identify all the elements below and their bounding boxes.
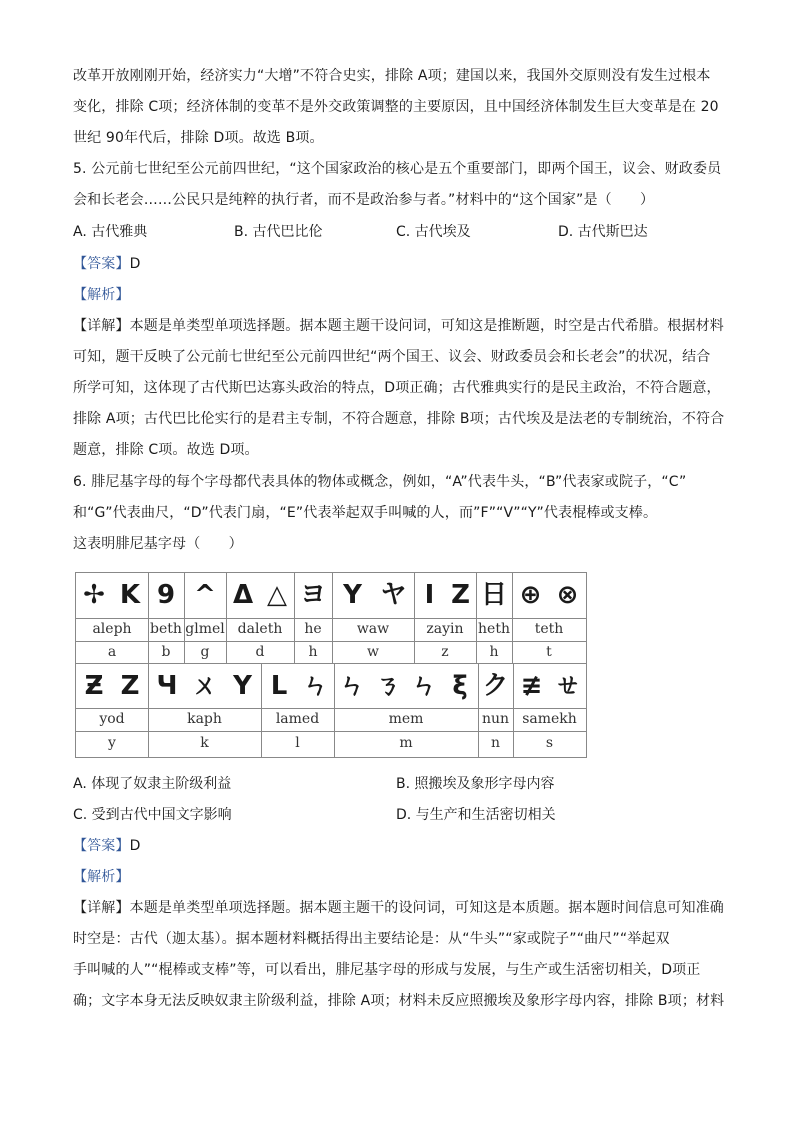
q6-detail-line xyxy=(73,898,724,920)
text-line: 改革开放刚刚开始，经济实力“大增”不符合史实，排除 A项；建国以来，我国外交原则没有发生过根本 xyxy=(73,68,711,84)
glyph: I xyxy=(424,580,435,610)
q5-detail-line: 题意，排除 C项。故选 D项。 xyxy=(73,442,259,458)
glyph: Y xyxy=(233,671,252,701)
glyph: ㄨ xyxy=(191,671,218,701)
question-6-stem: 6. 腓尼基字母的每个字母都代表具体的物体或概念，例如，“A”代表牛头，“B”代表家或院子，“C” xyxy=(73,474,687,490)
latin-letter: s xyxy=(545,735,554,751)
latin-letter: a xyxy=(107,644,117,660)
glyph: ⊗ xyxy=(556,580,579,610)
q5-analysis-label xyxy=(73,285,130,307)
glyph: ㄣ xyxy=(302,671,329,701)
question-6-stem: 这表明腓尼基字母（ ） xyxy=(73,536,243,552)
glyph: ✢ xyxy=(83,580,105,610)
glyph: ヤ xyxy=(380,580,407,610)
glyph: ヨ xyxy=(299,580,326,610)
glyph: Z xyxy=(120,671,140,701)
latin-letter: l xyxy=(295,735,300,751)
glyph: ⊕ xyxy=(519,580,542,610)
letter-name: teth xyxy=(534,621,564,637)
glyph: △ xyxy=(267,580,287,610)
phoenician-alphabet-table xyxy=(75,572,587,758)
glyph: Y xyxy=(343,580,362,610)
answer-value: D xyxy=(129,838,141,854)
q5-detail-line: 排除 A项；古代巴比伦实行的是君主专制，不符合题意，排除 B项；古代埃及是法老的专制统治，不符合 xyxy=(73,411,725,427)
q5-answer xyxy=(73,254,141,276)
latin-letter: n xyxy=(490,735,501,751)
letter-name: heth xyxy=(478,621,510,637)
latin-letter: k xyxy=(200,735,209,751)
question-5-stem: 会和长老会……公民只是纯粹的执行者，而不是政治参与者。”材料中的“这个国家”是（ ） xyxy=(73,192,655,208)
letter-name: daleth xyxy=(237,621,283,637)
glyph: ξ xyxy=(452,671,468,701)
analysis-label: 【解析】 xyxy=(73,287,130,303)
glyph: ㄣ xyxy=(410,671,437,701)
latin-letter: w xyxy=(367,644,379,660)
glyph: ㄝ xyxy=(554,671,581,701)
latin-letter: z xyxy=(441,644,449,660)
latin-letter: h xyxy=(489,644,499,660)
letter-name: waw xyxy=(356,621,390,637)
glyph: ㄣ xyxy=(338,671,365,701)
glyph: ≢ xyxy=(520,671,543,701)
latin-letter: t xyxy=(546,644,552,660)
glyph: ^ xyxy=(194,580,216,610)
question-6-stem: 和“G”代表曲尺，“D”代表门扇，“E”代表举起双手叫喊的人，而”F”“V”“Y”代表棍棒或支棒。 xyxy=(73,505,658,521)
glyph: ク xyxy=(482,671,509,701)
q5-detail-line: 所学可知，这体现了古代斯巴达寡头政治的特点，D项正确；古代雅典实行的是民主政治，不符合题意， xyxy=(73,380,721,396)
q6-detail-line: 确；文字本身无法反映奴隶主阶级利益，排除 A项；材料未反应照搬埃及象形字母内容，排除 B项；材料 xyxy=(73,993,725,1009)
glyph: 日 xyxy=(480,580,507,610)
q5-detail-line: 可知，题干反映了公元前七世纪至公元前四世纪“两个国王、议会、财政委员会和长老会”的状况，结合 xyxy=(73,349,711,365)
q6-detail-line: 手叫喊的人”“棍棒或支棒”等，可以看出，腓尼基字母的形成与发展，与生产或生活密切相关，D项正 xyxy=(73,962,701,978)
glyph: Z xyxy=(451,580,470,610)
letter-name: mem xyxy=(388,711,424,727)
glyph: ㄋ xyxy=(374,671,401,701)
letter-name: lamed xyxy=(275,711,320,727)
letter-name: glmel xyxy=(185,621,225,637)
q6-detail-line: 时空是：古代（迦太基）。据本题材料概括得出主要结论是：从“牛头”“家或院子”“曲尺”“举起双 xyxy=(73,931,670,947)
q6-option-b: B. 照搬埃及象形字母内容 xyxy=(396,776,555,792)
letter-name: yod xyxy=(99,711,125,727)
latin-letter: y xyxy=(108,735,116,751)
q6-answer xyxy=(73,836,141,858)
q5-option-b: B. 古代巴比伦 xyxy=(234,224,323,240)
latin-letter: b xyxy=(161,644,171,660)
text-line: 世纪 90年代后，排除 D项。故选 B项。 xyxy=(73,130,324,146)
answer-label: 【答案】 xyxy=(73,838,130,854)
detail-label: 【详解】 xyxy=(73,900,130,916)
latin-letter: m xyxy=(399,735,413,751)
q6-option-c: C. 受到古代中国文字影响 xyxy=(73,807,232,823)
letter-name: nun xyxy=(481,711,510,727)
glyph: Ч xyxy=(156,671,178,701)
answer-value: D xyxy=(129,256,141,272)
latin-letter: g xyxy=(200,644,210,660)
q6-option-d: D. 与生产和生活密切相关 xyxy=(396,807,556,823)
latin-letter: h xyxy=(308,644,318,660)
glyph: 9 xyxy=(156,580,176,610)
glyph: L xyxy=(270,671,288,701)
latin-letter: d xyxy=(255,644,265,660)
q5-option-a: A. 古代雅典 xyxy=(73,224,148,240)
q6-option-a: A. 体现了奴隶主阶级利益 xyxy=(73,776,232,792)
detail-text: 本题是单类型单项选择题。据本题主题干的设问词，可知这是本质题。据本题时间信息可知准确 xyxy=(129,900,724,916)
q5-option-c: C. 古代埃及 xyxy=(396,224,471,240)
question-5-stem: 5. 公元前七世纪至公元前四世纪，“这个国家政治的核心是五个重要部门，即两个国王，议会、财政委员 xyxy=(73,161,722,177)
detail-text: 本题是单类型单项选择题。据本题主题干设问词，可知这是推断题，时空是古代希腊。根据材料 xyxy=(129,318,724,334)
text-line: 变化，排除 C项；经济体制的变革不是外交政策调整的主要原因，且中国经济体制发生巨大变革是在 20 xyxy=(73,99,719,115)
letter-name: kaph xyxy=(187,711,222,727)
letter-name: samekh xyxy=(522,711,577,727)
q6-analysis-label xyxy=(73,867,130,889)
q5-detail-line xyxy=(73,316,724,338)
detail-label: 【详解】 xyxy=(73,318,130,334)
letter-name: he xyxy=(304,621,322,637)
analysis-label: 【解析】 xyxy=(73,869,130,885)
letter-name: aleph xyxy=(92,621,132,637)
letter-name: zayin xyxy=(426,621,464,637)
glyph: Δ xyxy=(232,580,254,610)
q5-option-d: D. 古代斯巴达 xyxy=(558,224,648,240)
letter-name: beth xyxy=(150,621,182,637)
answer-label: 【答案】 xyxy=(73,256,130,272)
glyph: Ƶ xyxy=(84,671,104,701)
glyph: K xyxy=(119,580,141,610)
